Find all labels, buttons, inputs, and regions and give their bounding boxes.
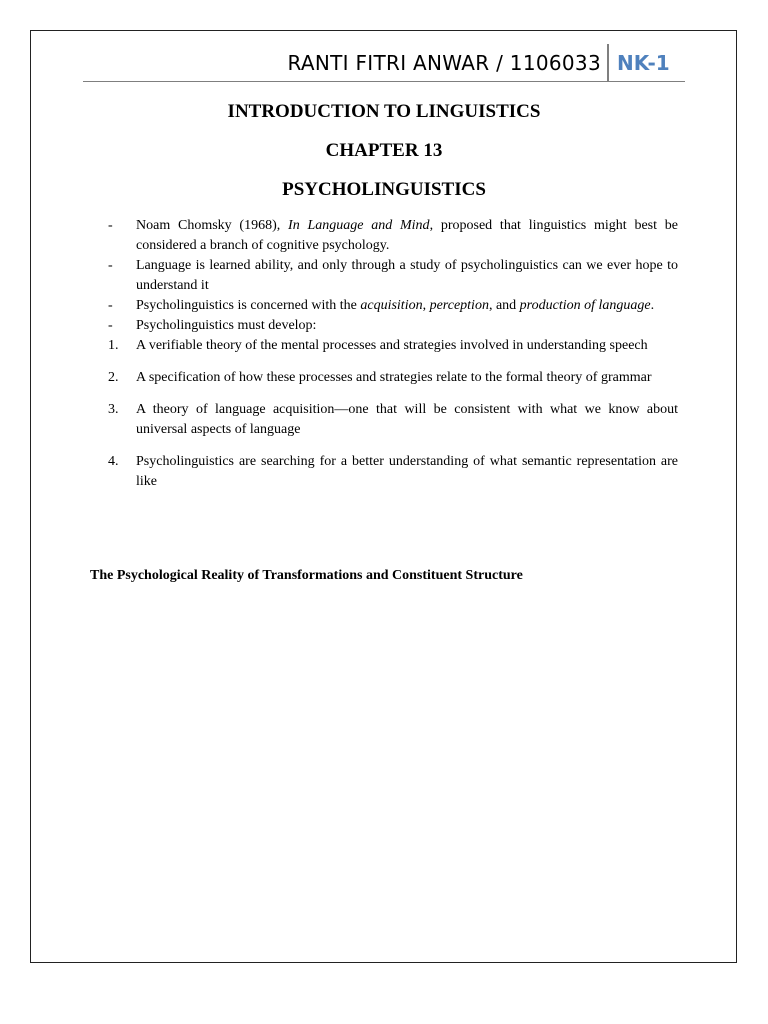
item-text: A verifiable theory of the mental processes and strategies involved in understanding speech (136, 338, 648, 353)
item-number: 3. (108, 402, 119, 417)
page-header (83, 44, 685, 82)
item-number: 1. (108, 338, 119, 353)
bullet-dash: - (108, 258, 113, 273)
page-border (30, 30, 737, 963)
numbered-item-1 (108, 336, 678, 356)
bullet-text: Noam Chomsky (1968), (136, 218, 289, 233)
bullet-dash: - (108, 218, 113, 233)
term-production: production of language (519, 298, 651, 313)
bullet-dash: - (108, 318, 113, 333)
list-item (108, 216, 678, 256)
bullet-text: , proposed that linguistics might best be considered a branch of cognitive psychology. (136, 218, 678, 253)
book-title: In Language and Mind (288, 218, 430, 233)
item-number: 4. (108, 454, 119, 469)
item-text: A theory of language acquisition—one that will be consistent with what we know about universal aspects of language (136, 402, 678, 437)
list-item (108, 316, 678, 336)
bullet-text: Language is learned ability, and only through a study of psycholinguistics can we ever hope to understand it (136, 258, 678, 293)
topic-title: PSYCHOLINGUISTICS (282, 179, 486, 200)
course-title: INTRODUCTION TO LINGUISTICS (227, 101, 541, 122)
section-heading: The Psychological Reality of Transformations and Constituent Structure (90, 568, 523, 583)
separator-text: , (422, 298, 430, 313)
term-acquisition: acquisition (360, 298, 423, 313)
item-text: A specification of how these processes and strategies relate to the formal theory of grammar (136, 370, 652, 385)
bullet-text: Psycholinguistics must develop: (136, 318, 317, 333)
bullet-list (108, 216, 678, 492)
header-rule (83, 81, 685, 82)
author-name: RANTI FITRI ANWAR / 1106033 (287, 51, 601, 75)
class-code: NK-1 (617, 51, 670, 75)
term-perception: perception (429, 298, 489, 313)
list-item (108, 256, 678, 296)
numbered-item-2 (108, 368, 678, 388)
bullet-text: Psycholinguistics is concerned with the (136, 298, 361, 313)
chapter-title: CHAPTER 13 (325, 140, 443, 161)
item-number: 2. (108, 370, 119, 385)
separator-text: . (650, 298, 655, 313)
bullet-dash: - (108, 298, 113, 313)
numbered-item-3 (108, 400, 678, 440)
numbered-item-4 (108, 452, 678, 492)
item-text: Psycholinguistics are searching for a better understanding of what semantic representation are like (136, 454, 678, 489)
list-item (108, 296, 678, 316)
header-separator (607, 44, 609, 82)
separator-text: , and (488, 298, 520, 313)
